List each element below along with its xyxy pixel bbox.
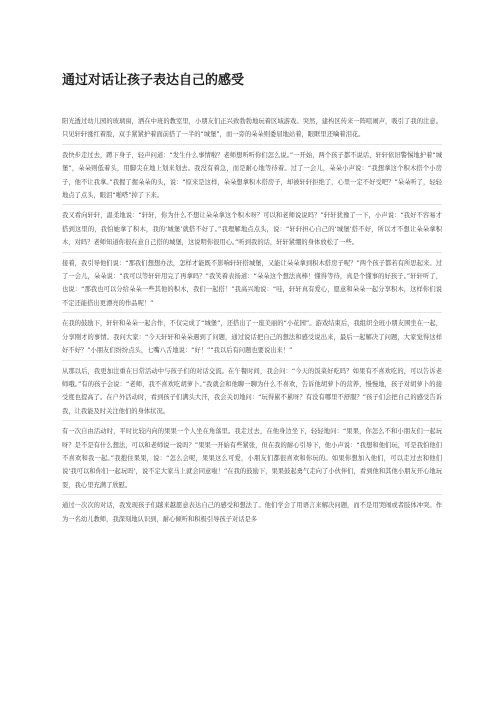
document-body (62, 115, 442, 532)
paragraph: 在我的鼓励下，轩轩和朵朵一起合作，不仅完成了“城堡”，还搭出了一座美丽的“小花园”。游戏结束后，我组织全班小朋友围坐在一起，分享刚才的事情。我问大家：“今天轩轩和朵朵遇到了问题，通过说话把自己的想法和感受说出来，最后一起解决了问题，大家觉得这样好不好？”小朋友们纷纷点头，七嘴八舌地说：“好！”“我以后有问题也要说出来！” (62, 317, 442, 360)
paragraph: 阳光透过幼儿园的玻璃窗，洒在中班的教室里，小朋友们正兴致勃勃地玩着区域游戏。突然，建构区传来一阵喧闹声，吸引了我的注意。只见轩轩涨红着脸，双手紧紧护着面前搭了一半的“城堡”，而一旁的朵朵则委屈地站着，眼眶里还噙着泪花。 (62, 115, 442, 145)
paragraph: 有一次自由活动时，平时比较内向的果果一个人坐在角落里。我走过去，在他身边坐下，轻轻地问：“果果，你怎么不和小朋友们一起玩呀？是不是有什么想法，可以和老师说一说吗？”果果一开始有些紧张，但在我的耐心引导下，他小声说：“我想和他们玩，可是我怕他们不喜欢和我一起。”我抱住果果，说：“怎么会呢，果果这么可爱，小朋友们都很喜欢和你玩的。如果你想加入他们，可以走过去和他们说‘我可以和你们一起玩吗’，说不定大家马上就会同意啦！”在我的鼓励下，果果鼓起勇气走向了小伙伴们，看到他和其他小朋友开心地玩耍，我心里充满了欣慰。 (62, 425, 442, 495)
paragraph: 从那以后，我更加注重在日常活动中与孩子们的对话交流。在午餐时间，我会问：“今天的饭菜好吃吗？如果有不喜欢吃的，可以告诉老师哦。”有的孩子会说：“老师，我不喜欢吃胡萝卜。”我就会和他聊一聊为什么不喜欢，告诉他胡萝卜的营养，慢慢地，孩子对胡萝卜的接受度也提高了。在户外活动时，看到孩子们满头大汗，我会关切地问：“玩得累不累呀？有没有哪里不舒服？”孩子们会把自己的感受告诉我，让我能及时关注他们的身体状况。 (62, 365, 442, 422)
paragraph: 我快步走过去，蹲下身子，轻声问道：“发生什么事情啦？老师想听听你们怎么说。”一开始，两个孩子都不说话，轩轩依旧警惕地护着“城堡”，朵朵则低着头，用脚尖在地上划来划去。我没有着急，而是耐心地等待着。过了一会儿，朵朵小声说：“我想拿这个积木搭个小房子，他不让我拿。”我握了握朵朵的头，说：“原来是这样，朵朵想拿积木搭房子，却被轩轩拒绝了，心里一定不好受吧？”朵朵听了，轻轻地点了点头，眼泪“啪嗒”掉了下来。 (62, 149, 442, 206)
paragraph: 我又看向轩轩，温柔地说：“轩轩，你为什么不想让朵朵拿这个积木呀？可以和老师说说吗？”轩轩犹豫了一下，小声说：“我好不容易才搭到这里的，我怕她拿了积木，我的‘城堡’就搭不好了。”我理解地点点头，说：“轩轩担心自己的‘城堡’搭不好，所以才不想让朵朵拿积木，对吗？老师知道你很在意自己搭的城堡，这说明你很用心。”听到我的话，轩轩紧绷的身体放松了一些。 (62, 209, 442, 252)
paragraph: 接着，我引导他们说：“那我们想想办法，怎样才能既不影响轩轩搭城堡，又能让朵朵拿到积木搭房子呢？”两个孩子都若有所思起来。过了一会儿，朵朵说：“我可以等轩轩用完了再拿吗？”我笑着表扬道：“朵朵这个想法真棒！懂得等待，真是个懂事的好孩子。”轩轩听了，也说：“那我也可以分给朵朵一些其他的积木，我们一起搭！”我高兴地说：“哇，轩轩真有爱心，愿意和朵朵一起分享积木，这样你们说不定还能搭出更漂亮的作品呢！” (62, 257, 442, 314)
paragraph: 通过一次次的对话，我发现孩子们越来越愿意表达自己的感受和想法了。他们学会了用语言来解决问题，而不是用哭闹或者肢体冲突。作为一名幼儿教师，我深刻地认识到，耐心倾听和积极引导孩子对话是多 (62, 502, 442, 523)
document-title: 通过对话让孩子表达自己的感受 (62, 73, 245, 88)
